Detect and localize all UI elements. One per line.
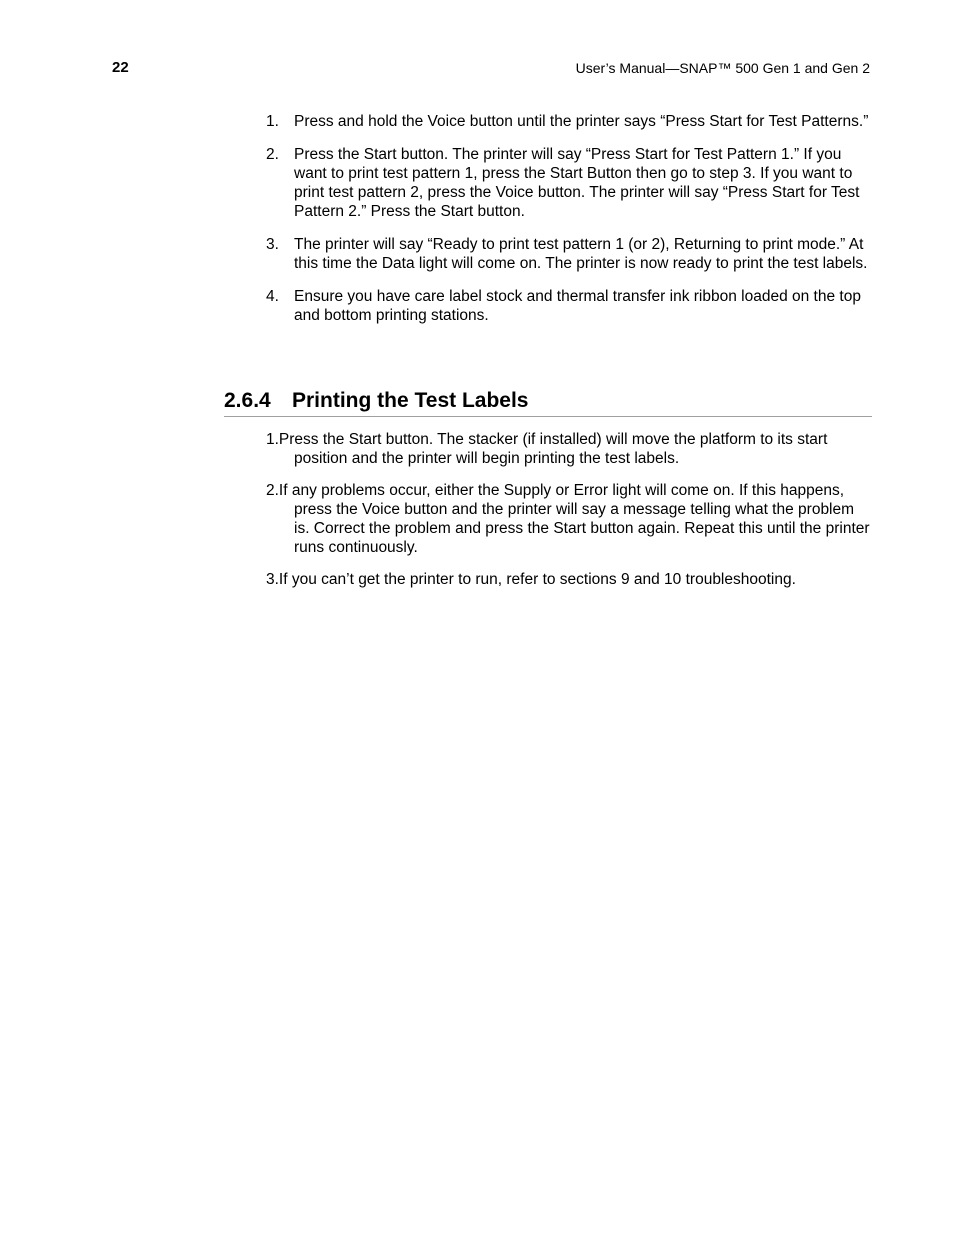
printing-steps (266, 430, 872, 602)
step-number: 4. (266, 288, 279, 305)
step-text: Ensure you have care label stock and thermal transfer ink ribbon loaded on the top and bottom printing stations. (294, 288, 861, 324)
section-title: Printing the Test Labels (292, 389, 529, 412)
running-header: User’s Manual—SNAP™ 500 Gen 1 and Gen 2 (575, 60, 870, 76)
page-number: 22 (112, 59, 129, 76)
list-item: 3.If you can’t get the printer to run, refer to sections 9 and 10 troubleshooting. (266, 571, 796, 588)
list-item (266, 145, 872, 221)
section-heading (224, 388, 872, 417)
step-number: 1. (266, 113, 279, 130)
list-item (266, 112, 872, 131)
section-number: 2.6.4 (224, 389, 271, 412)
list-item: 1.Press the Start button. The stacker (if installed) will move the platform to its start position and the printer will begin printing the test labels. (266, 431, 828, 467)
step-number: 3. (266, 236, 279, 253)
test-pattern-steps (266, 112, 872, 339)
step-text: Press and hold the Voice button until the printer says “Press Start for Test Patterns.” (294, 113, 869, 130)
step-text: Press the Start button. The printer will say “Press Start for Test Pattern 1.” If you want to print test pattern 1, press the Start Button then go to step 3. If you want to print test pattern 2, press the Voice button. The printer will say “Press Start for Test Pattern 2.” Press the Start button. (294, 146, 860, 220)
step-text: The printer will say “Ready to print test pattern 1 (or 2), Returning to print mode.” At this time the Data light will come on. The printer is now ready to print the test labels. (294, 236, 868, 272)
list-item (266, 235, 872, 273)
list-item (266, 287, 872, 325)
list-item: 2.If any problems occur, either the Supply or Error light will come on. If this happens, press the Voice button and the printer will say a message telling what the problem is. Correct the problem and press the Start button again. Repeat this until the printer runs continuously. (266, 482, 870, 556)
step-number: 2. (266, 146, 279, 163)
